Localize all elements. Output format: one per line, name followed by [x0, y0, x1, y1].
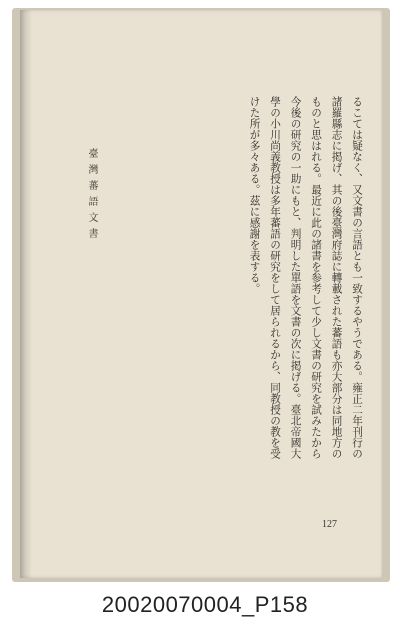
spine-shadow — [20, 10, 32, 578]
text-column-6: けた所が多々ある。茲に感謝を表する。 — [248, 96, 261, 294]
text-column-1: るこては疑なく、又文書の言語とも一致するやうである。雍正二年刊行の — [351, 96, 363, 459]
page-number: 127 — [322, 519, 337, 530]
text-column-5: 學の小川尚義教授は多年蕃語の研究をして居られるから、同教授の教を受 — [269, 96, 281, 459]
body-text — [244, 96, 367, 536]
text-column-3: ものと思はれる。最近に此の諸書を参考して少し文書の研究を試みたから — [310, 96, 322, 459]
image-caption: 20020070004_P158 — [101, 592, 309, 617]
text-column-2: 諸羅縣志に掲げ、其の後臺灣府誌に轉載された蕃語も亦大部分は同地方の — [330, 96, 343, 459]
running-head: 臺灣蕃語文書 — [86, 148, 97, 244]
text-column-4: 今後の研究の一助にもと、判明した單語を文書の次に掲げる。臺北帝國大 — [289, 96, 302, 459]
